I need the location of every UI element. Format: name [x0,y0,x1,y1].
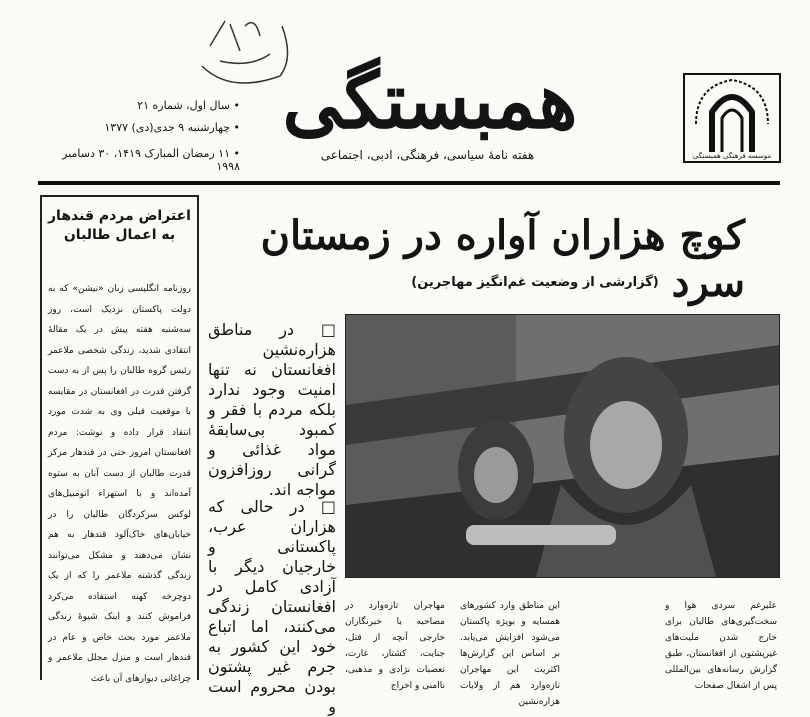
refugee-photo [345,314,780,578]
column-d: علیرغم سردی هوا و سخت‌گیری‌های طالبان برای خارج شدن ملیت‌های غیرپشتون از افغانستان، طبق گزارش رسانه‌های بین‌المللی پس از اشغال صفحات [665,601,777,691]
newspaper-subtitle: هفته نامهٔ سیاسی، فرهنگی، ادبی، اجتماعی [320,148,535,162]
logo-caption: موسسه فرهنگی همبستگی [692,152,772,160]
issue-date-lunar-gregorian: • ۱۱ رمضان المبارک ۱۴۱۹، ۳۰ دسامبر ۱۹۹۸ [62,147,240,173]
lead-paragraph-2: □ در حالی که هزاران عرب، پاکستانی و خارجیان دیگر با آزادی کامل در افغانستان زندگی می‌کنند، اما اتباع خود این کشور به جرم غیر پشتون بودن محروم است و [208,497,336,716]
publisher-logo [682,72,782,164]
sidebar-title: اعتراض مردم قندهار به اعمال طالبان [48,208,191,243]
sidebar-article [40,195,199,684]
sidebar-body: روزنامه انگلیسی زبان «نیشن» که به دولت پاکستان نزدیک است، روز سه‌شنبه هفته پیش در یک مقالهٔ انتقادی شدید، زندگی شخصی ملاعمر رئیس گروه طالبان را پس از به دست گرفتن قدرت در افغانستان در مقایسه با موقعیت قبلی وی به شدت مورد انتقاد قرار داده و نوشت: مردم افغانستان امروز حتی در قندهار مرکز قدرت طالبان از دست آنان به ستوه آمده‌اند و با استهزاء اتومبیل‌های لوکس سرکردگان طالبان را در خیابان‌های خاک‌آلود قندهار به هم نشان می‌دهند و مشکل می‌توانند زندگی گذشته ملاعمر را که از یک دوچرخه کهنه استفاده می‌کرد فراموش کنند و اینک شیوهٔ زندگی ملاعمر مورد بحث خاص و عام در قندهار است و منزل مجلل ملاعمر و چراغانی دیوارهای آن باعث [48,284,191,684]
newspaper-title: همبستگی [282,55,578,147]
article-headline: کوچ هزاران آواره در زمستان سرد [260,212,745,306]
column-b: این مناطق وارد کشورهای همسایه و بویژه پاکستان می‌شود افزایش می‌یابد. بر اساس این گزارش‌ها اکثریت این مهاجران تازه‌وارد هم از ولایات هزاره‌نشین [460,601,560,707]
column-a: مهاجران تازه‌وارد در مصاحبه با خبرنگاران خارجی آنچه از قتل، جنایت، کشتار، غارت، تعصبات نژادی و مذهبی، ناامنی و اخراج [345,601,445,691]
lead-paragraph-1: □ در مناطق هزاره‌نشین افغانستان نه تنها امنیت وجود ندارد بلکه مردم با فقر و کمبود بی‌سابقهٔ مواد غذائی و گرانی روزافزون مواجه اند. [208,320,336,499]
article-kicker: (گزارشی از وضعیت غم‌انگیز مهاجرین) [411,275,659,290]
masthead-rule [38,181,780,185]
issue-number: • سال اول، شماره ۲۱ [137,99,240,112]
issue-date-solar: • چهارشنبه ۹ جدی(دی) ۱۳۷۷ [104,121,240,134]
